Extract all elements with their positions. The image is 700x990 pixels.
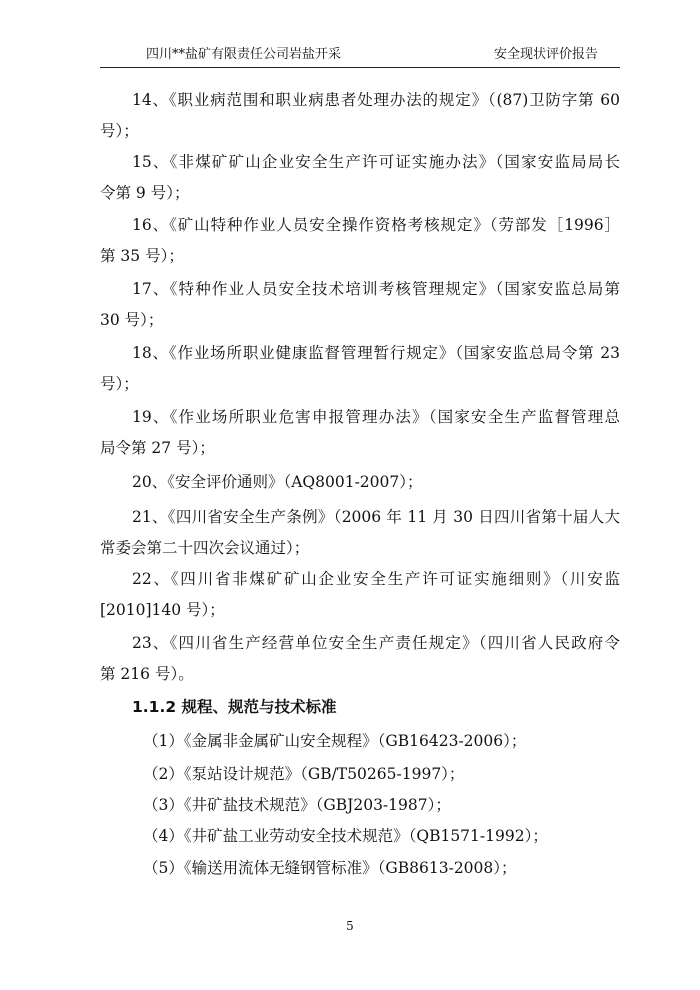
regulation-line-continued: 30 号）； (100, 311, 164, 329)
regulation-line: 17、《特种作业人员安全技术培训考核管理规定》（国家安监总局第 (132, 280, 620, 298)
regulation-line: 18、《作业场所职业健康监督管理暂行规定》（国家安监总局令第 23 (132, 344, 620, 362)
regulation-line: 22、《四川省非煤矿矿山企业安全生产许可证实施细则》（川安监 (132, 570, 620, 588)
section-heading: 1.1.2 规程、规范与技术标准 (132, 698, 337, 716)
regulation-line-continued: 第 35 号）； (100, 247, 184, 265)
regulation-line: 21、《四川省安全生产条例》（2006 年 11 月 30 日四川省第十届人大 (132, 508, 620, 526)
regulation-line-continued: 局令第 27 号）； (100, 439, 215, 457)
header-divider (100, 67, 620, 68)
regulation-line-continued: 常委会第二十四次会议通过）； (100, 539, 310, 557)
standard-item: （5）《输送用流体无缝钢管标准》（GB8613-2008）； (143, 859, 517, 877)
regulation-line: 15、《非煤矿矿山企业安全生产许可证实施办法》（国家安监局局长 (132, 153, 620, 171)
regulation-line-continued: 号）； (100, 375, 139, 393)
regulation-line-continued: 号）； (100, 122, 139, 140)
standard-item: （2）《泵站设计规范》（GB/T50265-1997）； (143, 765, 465, 783)
regulation-line-continued: 令第 9 号）； (100, 184, 190, 202)
regulation-line-continued: 第 216 号）。 (100, 665, 194, 683)
regulation-line: 20、《安全评价通则》（AQ8001-2007）； (132, 473, 423, 491)
standard-item: （1）《金属非金属矿山安全规程》（GB16423-2006）； (143, 732, 527, 750)
regulation-line: 19、《作业场所职业危害申报管理办法》（国家安全生产监督管理总 (132, 408, 620, 426)
page-number: 5 (346, 919, 354, 933)
regulation-line: 23、《四川省生产经营单位安全生产责任规定》（四川省人民政府令 (132, 634, 620, 652)
regulation-line: 16、《矿山特种作业人员安全操作资格考核规定》（劳部发［1996］ (132, 216, 620, 234)
regulation-line: 14、《职业病范围和职业病患者处理办法的规定》（(87)卫防字第 60 (132, 91, 620, 109)
header-company-title: 四川**盐矿有限责任公司岩盐开采 (146, 47, 342, 62)
header-report-title: 安全现状评价报告 (493, 47, 598, 62)
standard-item: （3）《井矿盐技术规范》（GBJ203-1987）； (143, 796, 451, 814)
standard-item: （4）《井矿盐工业劳动安全技术规范》（QB1571-1992）； (143, 827, 548, 845)
regulation-line-continued: [2010]140 号）； (100, 601, 225, 619)
